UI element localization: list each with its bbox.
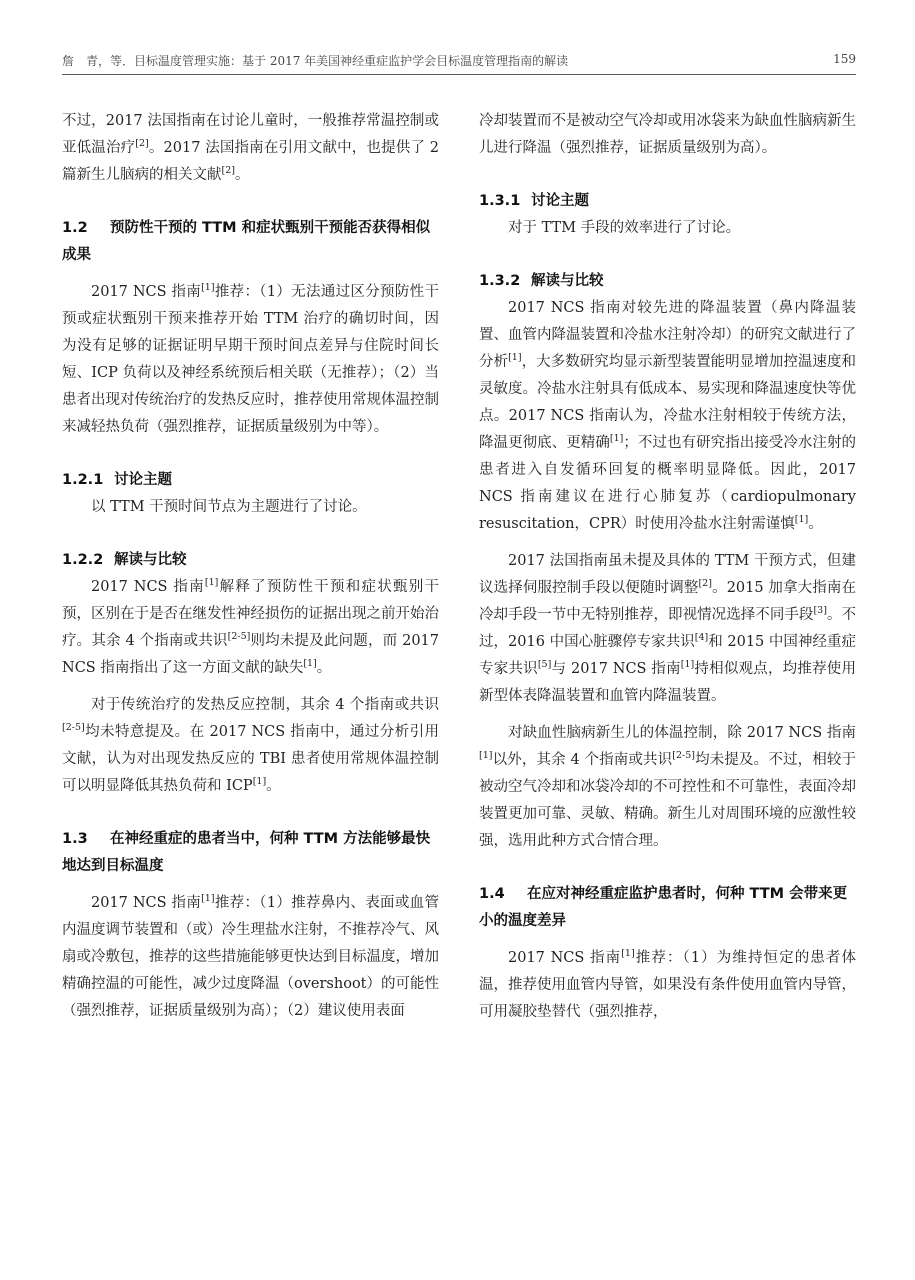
header-rule bbox=[62, 74, 856, 75]
section-heading-1-4: 1.4 在应对神经重症监护患者时，何种 TTM 会带来更小的温度差异 bbox=[479, 886, 848, 929]
paragraph: 冷却装置而不是被动空气冷却或用冰袋来为缺血性脑病新生儿进行降温（强烈推荐，证据质量级别为高）。 bbox=[479, 113, 856, 156]
citation: [1] bbox=[794, 514, 809, 526]
citation: [1] bbox=[201, 282, 215, 294]
paragraph: 对于传统治疗的发热反应控制，其余 4 个指南或共识[2-5]均未特意提及。在 2017 NCS 指南中，通过分析引用文献，认为对出现发热反应的 TBI 患者使用常规体温控制可以明显降低其热负荷和 ICP[1]。 bbox=[62, 697, 439, 794]
citation: [1] bbox=[479, 750, 493, 762]
citation: [3] bbox=[813, 605, 827, 617]
subsection-heading-1-2-1: 1.2.1 讨论主题 bbox=[62, 472, 172, 488]
subsection-heading-1-3-2: 1.3.2 解读与比较 bbox=[479, 273, 604, 289]
citation: [2] bbox=[221, 165, 235, 177]
subsection-heading-1-3-1: 1.3.1 讨论主题 bbox=[479, 193, 589, 209]
citation: [1] bbox=[204, 577, 219, 589]
citation: [2] bbox=[135, 138, 149, 150]
citation: [1] bbox=[609, 433, 624, 445]
citation: [1] bbox=[201, 893, 215, 905]
left-column bbox=[62, 108, 439, 1025]
citation: [4] bbox=[694, 632, 709, 644]
citation: [1] bbox=[680, 659, 695, 671]
paragraph: 2017 NCS 指南[1]推荐：（1）为维持恒定的患者体温，推荐使用血管内导管，如果没有条件使用血管内导管，可用凝胶垫替代（强烈推荐， bbox=[479, 948, 856, 1020]
paragraph: 以 TTM 干预时间节点为主题进行了讨论。 bbox=[91, 499, 367, 515]
citation: [5] bbox=[537, 659, 552, 671]
paragraph: 2017 法国指南虽未提及具体的 TTM 干预方式，但建议选择伺服控制手段以便随时调整[2]。2015 加拿大指南在冷却手段一节中无特别推荐，即视情况选择不同手段[3]。不过，2016 中国心脏骤停专家共识[4]和 2015 中国神经重症专家共识[5]与 2017 NCS 指南[1]持相似观点，均推荐使用新型体表降温装置和血管内降温装置。 bbox=[479, 553, 857, 704]
paragraph: 对于 TTM 手段的效率进行了讨论。 bbox=[508, 220, 741, 236]
paragraph: 2017 NCS 指南[1]推荐：（1）无法通过区分预防性干预或症状甄别干预来推荐开始 TTM 治疗的确切时间，因为没有足够的证据证明早期干预时间点差异与住院时间长短、ICP 负荷以及神经系统预后相关联（无推荐）；（2）当患者出现对传统治疗的发热反应时，推荐使用常规体温控制来减轻热负荷（强烈推荐，证据质量级别为中等）。 bbox=[62, 282, 439, 435]
paragraph: 对缺血性脑病新生儿的体温控制，除 2017 NCS 指南[1]以外，其余 4 个指南或共识[2-5]均未提及。不过，相较于被动空气冷却和冰袋冷却的不可控性和不可靠性，表面冷却装置更加可靠、灵敏、精确。新生儿对周围环境的应激性较强，选用此种方式合情合理。 bbox=[479, 725, 856, 849]
page-number: 159 bbox=[833, 52, 856, 66]
citation: [2-5] bbox=[62, 722, 85, 734]
citation: [1] bbox=[508, 352, 522, 364]
paragraph: 不过，2017 法国指南在讨论儿童时，一般推荐常温控制或亚低温治疗[2]。2017 法国指南在引用文献中，也提供了 2 篇新生儿脑病的相关文献[2]。 bbox=[62, 113, 440, 183]
paragraph: 2017 NCS 指南[1]解释了预防性干预和症状甄别干预，区别在于是否在继发性神经损伤的证据出现之前开始治疗。其余 4 个指南或共识[2-5]则均未提及此问题，而 2017 NCS 指南指出了这一方面文献的缺失[1]。 bbox=[62, 577, 440, 676]
citation: [2-5] bbox=[227, 631, 251, 643]
right-column bbox=[479, 108, 856, 1026]
citation: [1] bbox=[252, 776, 267, 788]
running-title: 詹 青，等．目标温度管理实施：基于 2017 年美国神经重症监护学会目标温度管理指南的解读 bbox=[62, 54, 569, 68]
citation: [2-5] bbox=[672, 750, 696, 762]
section-heading-1-2: 1.2 预防性干预的 TTM 和症状甄别干预能否获得相似成果 bbox=[62, 220, 431, 263]
citation: [1] bbox=[621, 948, 635, 960]
citation: [2] bbox=[698, 578, 712, 590]
paragraph: 2017 NCS 指南对较先进的降温装置（鼻内降温装置、血管内降温装置和冷盐水注射冷却）的研究文献进行了分析[1]，大多数研究均显示新型装置能明显增加控温速度和灵敏度。冷盐水注射具有低成本、易实现和降温速度快等优点。2017 NCS 指南认为，冷盐水注射相较于传统方法，降温更彻底、更精确[1]；不过也有研究指出接受冷水注射的患者进入自发循环回复的概率明显降低。因此，2017 NCS 指南建议在进行心肺复苏（cardiopulmonary resuscitation，CPR）时使用冷盐水注射需谨慎[1]。 bbox=[479, 300, 857, 532]
running-header bbox=[62, 50, 856, 72]
paragraph: 2017 NCS 指南[1]推荐：（1）推荐鼻内、表面或血管内温度调节装置和（或）冷生理盐水注射，不推荐冷气、风扇或冷敷包，推荐的这些措施能够更快达到目标温度，增加精确控温的可能性，减少过度降温（overshoot）的可能性（强烈推荐，证据质量级别为高）；（2）建议使用表面 bbox=[62, 893, 439, 1019]
citation: [1] bbox=[303, 658, 317, 670]
section-heading-1-3: 1.3 在神经重症的患者当中，何种 TTM 方法能够最快地达到目标温度 bbox=[62, 831, 431, 874]
subsection-heading-1-2-2: 1.2.2 解读与比较 bbox=[62, 552, 187, 568]
